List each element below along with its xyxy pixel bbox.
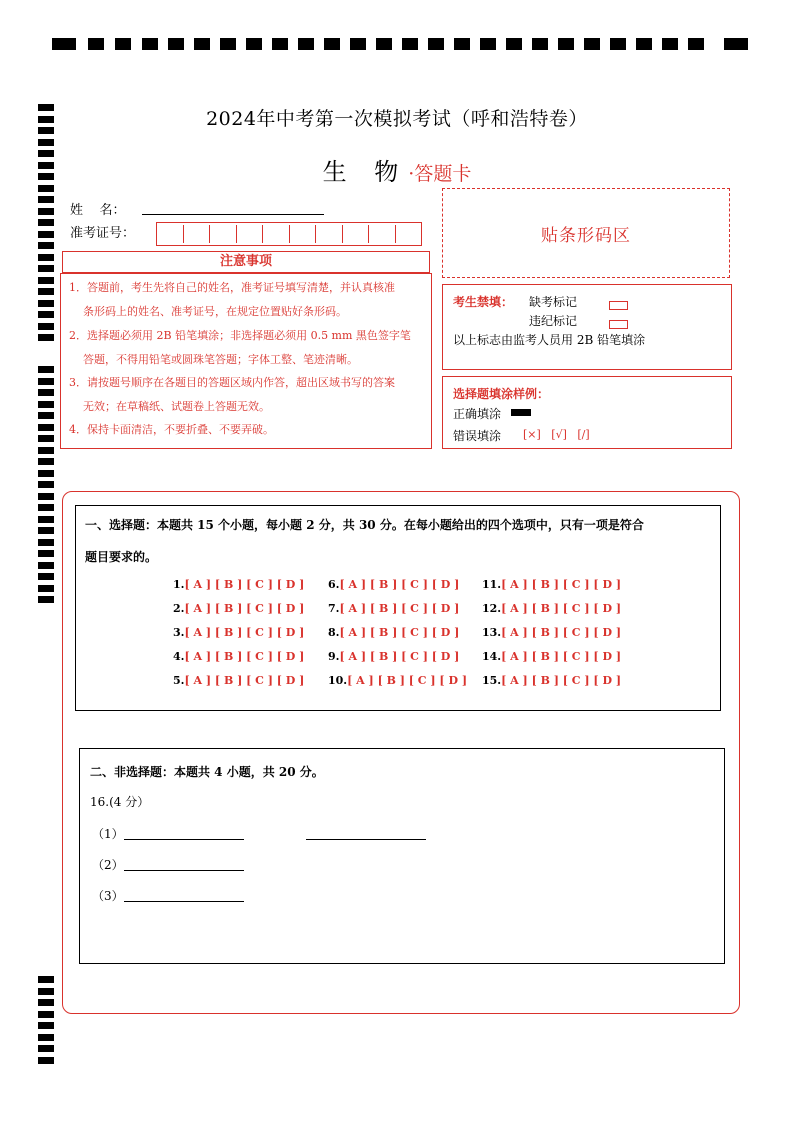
absent-mark-box[interactable]: [609, 295, 628, 314]
mc-question-3[interactable]: [173, 626, 304, 639]
id-digit-box[interactable]: [316, 225, 343, 243]
timing-mark: [402, 38, 418, 50]
answer-options[interactable]: [ A ] [ B ] [ C ] [ D ]: [501, 674, 622, 687]
answer-options[interactable]: [ A ] [ B ] [ C ] [ D ]: [347, 674, 468, 687]
barcode-area: 贴条形码区: [442, 188, 730, 278]
timing-mark: [324, 38, 340, 50]
correct-fill-label: 正确填涂: [453, 407, 502, 421]
timing-mark: [38, 435, 54, 442]
answer-options[interactable]: [ A ] [ B ] [ C ] [ D ]: [501, 578, 622, 591]
mc-question-2[interactable]: [173, 602, 304, 615]
timing-mark: [38, 401, 54, 408]
mc-question-7[interactable]: [328, 602, 459, 615]
answer-options[interactable]: [ A ] [ B ] [ C ] [ D ]: [339, 650, 460, 663]
timing-mark: [38, 366, 54, 373]
timing-mark: [38, 378, 54, 385]
timing-mark: [506, 38, 522, 50]
timing-mark: [532, 38, 548, 50]
timing-mark: [38, 254, 54, 261]
timing-mark: [38, 562, 54, 569]
free-response-section: [79, 748, 725, 964]
timing-mark: [298, 38, 314, 50]
mc-question-15[interactable]: [482, 674, 621, 687]
timing-mark: [38, 447, 54, 454]
timing-mark: [428, 38, 444, 50]
id-digit-box[interactable]: [343, 225, 370, 243]
timing-mark: [38, 1057, 54, 1064]
mc-question-1[interactable]: [173, 578, 304, 591]
subject-name: 生 物: [322, 158, 409, 186]
multiple-choice-section: [75, 505, 721, 711]
timing-mark: [38, 219, 54, 226]
answer-options[interactable]: [ A ] [ B ] [ C ] [ D ]: [339, 578, 460, 591]
answer-options[interactable]: [ A ] [ B ] [ C ] [ D ]: [184, 650, 305, 663]
q16-label: 16.(4 分）: [90, 795, 150, 809]
notice-line: 条形码上的姓名、准考证号，在规定位置贴好条形码。: [83, 305, 347, 318]
timing-mark: [220, 38, 236, 50]
timing-mark: [38, 470, 54, 477]
answer-options[interactable]: [ A ] [ B ] [ C ] [ D ]: [184, 602, 305, 615]
timing-mark: [662, 38, 678, 50]
q16-part1-answer-a[interactable]: [124, 839, 244, 840]
answer-options[interactable]: [ A ] [ B ] [ C ] [ D ]: [184, 626, 305, 639]
id-digit-box[interactable]: [369, 225, 396, 243]
timing-mark: [38, 242, 54, 249]
timing-mark: [38, 277, 54, 284]
timing-mark: [454, 38, 470, 50]
question-number: 13.: [482, 626, 502, 639]
notice-line: 3．请按题号顺序在各题目的答题区域内作答，超出区域书写的答案: [69, 376, 395, 389]
timing-mark: [38, 999, 54, 1006]
id-number-boxes[interactable]: [156, 222, 422, 246]
answer-options[interactable]: [ A ] [ B ] [ C ] [ D ]: [501, 602, 622, 615]
mc-question-14[interactable]: [482, 650, 621, 663]
answer-options[interactable]: [ A ] [ B ] [ C ] [ D ]: [184, 674, 305, 687]
forbidden-note: 以上标志由监考人员用 2B 铅笔填涂: [453, 333, 646, 347]
forbidden-title: 考生禁填：: [453, 295, 514, 309]
timing-mark: [38, 493, 54, 500]
q16-part3-label: （3）: [92, 889, 124, 903]
correct-fill-sample: [511, 409, 531, 416]
id-label: 准考证号：: [70, 226, 136, 241]
question-number: 10.: [328, 674, 348, 687]
timing-mark: [38, 527, 54, 534]
mc-instruction-1: 一、选择题：本题共 15 个小题，每小题 2 分，共 30 分。在每小题给出的四个选项中，只有一项是符合: [85, 518, 644, 532]
timing-mark: [38, 539, 54, 546]
id-digit-box[interactable]: [237, 225, 264, 243]
timing-mark: [38, 412, 54, 419]
timing-mark: [38, 481, 54, 488]
timing-mark: [168, 38, 184, 50]
timing-mark: [38, 1034, 54, 1041]
timing-mark: [38, 231, 54, 238]
timing-mark: [38, 585, 54, 592]
notice-box: [60, 273, 432, 449]
notice-line: 4．保持卡面清洁，不要折叠、不要弄破。: [69, 423, 274, 436]
notice-line: 2．选择题必须用 2B 铅笔填涂；非选择题必须用 0.5 mm 黑色签字笔: [69, 329, 411, 342]
timing-mark: [194, 38, 210, 50]
timing-mark: [38, 516, 54, 523]
timing-mark: [38, 458, 54, 465]
fill-example-title: 选择题填涂样例：: [453, 387, 550, 401]
timing-mark: [724, 38, 748, 50]
mc-question-5[interactable]: [173, 674, 304, 687]
wrong-fill-label: 错误填涂: [453, 429, 502, 443]
timing-mark: [38, 976, 54, 983]
id-digit-box[interactable]: [157, 225, 184, 243]
timing-mark: [38, 139, 54, 146]
name-label: 姓 名：: [70, 203, 126, 218]
subject-title: [0, 152, 794, 187]
exam-title: 2024年中考第一次模拟考试（呼和浩特卷）: [206, 108, 588, 130]
timing-mark: [115, 38, 131, 50]
notice-line: 无效；在草稿纸、试题卷上答题无效。: [83, 400, 270, 413]
timing-mark: [88, 38, 104, 50]
timing-mark: [38, 424, 54, 431]
wrong-fill-samples: [×] [√] [/]: [523, 428, 590, 441]
answer-options[interactable]: [ A ] [ B ] [ C ] [ D ]: [184, 578, 305, 591]
id-digit-box[interactable]: [263, 225, 290, 243]
id-digit-box[interactable]: [210, 225, 237, 243]
timing-mark: [38, 196, 54, 203]
question-number: 3.: [173, 626, 185, 639]
mc-question-12[interactable]: [482, 602, 621, 615]
timing-mark: [38, 573, 54, 580]
timing-mark: [142, 38, 158, 50]
id-digit-box[interactable]: [290, 225, 317, 243]
timing-mark: [38, 988, 54, 995]
violation-label: 违纪标记: [529, 314, 578, 328]
answer-options[interactable]: [ A ] [ B ] [ C ] [ D ]: [501, 626, 622, 639]
mc-question-13[interactable]: [482, 626, 621, 639]
notice-title: 注意事项: [62, 251, 430, 273]
timing-mark: [480, 38, 496, 50]
timing-mark: [38, 265, 54, 272]
question-number: 4.: [173, 650, 185, 663]
question-number: 11.: [482, 578, 502, 591]
q16-part1-label: （1）: [92, 827, 124, 841]
question-number: 7.: [328, 602, 340, 615]
question-number: 2.: [173, 602, 185, 615]
timing-mark: [636, 38, 652, 50]
q16-part1-answer-b[interactable]: [306, 839, 426, 840]
timing-mark: [38, 1045, 54, 1052]
question-number: 14.: [482, 650, 502, 663]
notice-line: 答题，不得用铅笔或圆珠笔答题；字体工整、笔迹清晰。: [83, 353, 358, 366]
question-number: 5.: [173, 674, 185, 687]
notice-line: 1．答题前，考生先将自己的姓名，准考证号填写清楚，并认真核准: [69, 281, 395, 294]
id-digit-box[interactable]: [184, 225, 211, 243]
timing-mark: [38, 389, 54, 396]
timing-mark: [38, 288, 54, 295]
mc-question-9[interactable]: [328, 650, 459, 663]
timing-mark: [376, 38, 392, 50]
mc-question-11[interactable]: [482, 578, 621, 591]
timing-mark: [38, 323, 54, 330]
timing-mark: [272, 38, 288, 50]
timing-mark: [38, 550, 54, 557]
timing-mark: [558, 38, 574, 50]
mc-instruction-2: 题目要求的。: [85, 550, 158, 564]
mc-question-8[interactable]: [328, 626, 459, 639]
fill-example-box: [442, 376, 732, 449]
question-number: 12.: [482, 602, 502, 615]
examiner-only-box: [442, 284, 732, 370]
timing-mark: [38, 504, 54, 511]
id-digit-box[interactable]: [396, 225, 422, 243]
timing-marks-top: [52, 38, 748, 52]
mc-question-10[interactable]: [328, 674, 467, 687]
q16-part2-label: （2）: [92, 858, 124, 872]
mc-question-4[interactable]: [173, 650, 304, 663]
name-field[interactable]: [142, 214, 324, 215]
timing-mark: [38, 596, 54, 603]
timing-mark: [688, 38, 704, 50]
timing-mark: [38, 300, 54, 307]
timing-mark: [584, 38, 600, 50]
absent-label: 缺考标记: [529, 295, 578, 309]
card-type: ·答题卡: [408, 163, 472, 185]
answer-options[interactable]: [ A ] [ B ] [ C ] [ D ]: [339, 626, 460, 639]
question-number: 1.: [173, 578, 185, 591]
question-number: 15.: [482, 674, 502, 687]
question-number: 8.: [328, 626, 340, 639]
timing-mark: [610, 38, 626, 50]
mc-question-6[interactable]: [328, 578, 459, 591]
timing-mark: [350, 38, 366, 50]
q16-part3-answer[interactable]: [124, 901, 244, 902]
question-number: 9.: [328, 650, 340, 663]
timing-mark: [38, 1011, 54, 1018]
question-number: 6.: [328, 578, 340, 591]
timing-mark: [246, 38, 262, 50]
timing-mark: [38, 311, 54, 318]
q16-part2-answer[interactable]: [124, 870, 244, 871]
answer-options[interactable]: [ A ] [ B ] [ C ] [ D ]: [339, 602, 460, 615]
timing-mark: [38, 334, 54, 341]
timing-mark: [38, 208, 54, 215]
answer-options[interactable]: [ A ] [ B ] [ C ] [ D ]: [501, 650, 622, 663]
fr-instruction: 二、非选择题：本题共 4 小题，共 20 分。: [90, 765, 324, 779]
timing-mark: [38, 1022, 54, 1029]
